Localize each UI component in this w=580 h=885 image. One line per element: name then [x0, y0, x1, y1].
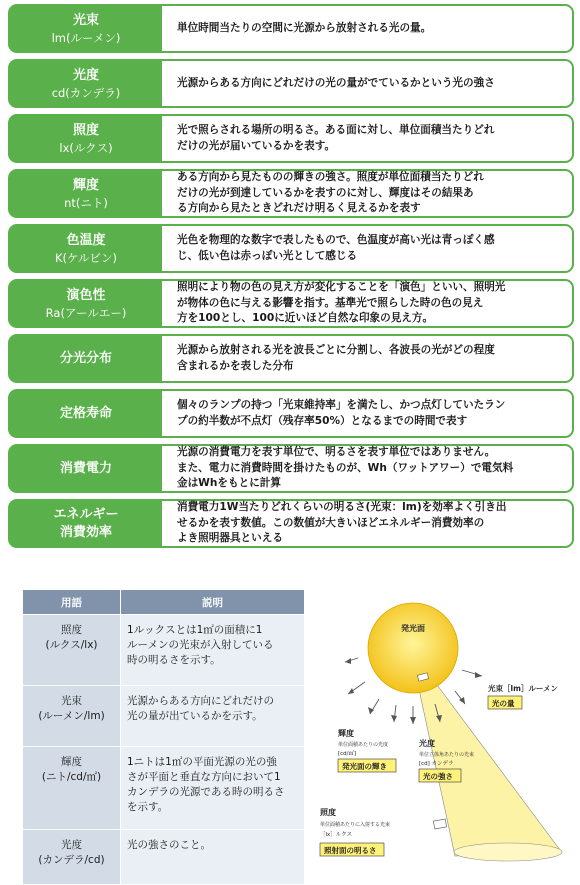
- term-row-power-consumption: [8, 444, 574, 493]
- description-line: 光で照らされる場所の明るさ。ある面に対し、単位面積当たりどれ: [177, 124, 495, 136]
- term-unit: nt(ニト): [64, 195, 108, 210]
- intensity-unit: [cd] カンデラ: [419, 761, 454, 767]
- term-name: 光度: [72, 67, 99, 83]
- description-line: ある方向から見たものの輝きの強さ。照度が単位面積当たりどれ: [177, 171, 484, 184]
- intensity-title: 光度: [419, 739, 435, 748]
- description-line: 光源からある方向にどれだけの光の量がでているかという光の強さ: [177, 76, 495, 89]
- description-line: じ、低い色は赤っぽい光として感じる: [177, 249, 358, 262]
- term-unit: lx(ルクス): [59, 140, 113, 155]
- description-line: 含まれるかを表した分布: [177, 359, 294, 372]
- table-cell-term: [23, 830, 121, 885]
- term-description: [177, 391, 566, 436]
- term-row-rated-life: [8, 389, 574, 438]
- illuminance-sub: 単位面積あたりに入射する光束: [320, 822, 391, 828]
- description-line: 照明により物の色の見え方が変化することを「演色」といい、照明光: [177, 281, 506, 294]
- table-cell-term: [23, 686, 121, 747]
- term-name: 分光分布: [59, 350, 112, 366]
- term-text: 照度: [61, 624, 82, 636]
- term-label: [10, 6, 162, 51]
- term-unit: lm(ルーメン): [51, 30, 121, 45]
- term-label: [10, 226, 162, 271]
- table-row: [23, 830, 305, 885]
- term-list: [8, 4, 574, 554]
- term-row-luminous-intensity: [8, 59, 574, 108]
- term-description: [177, 171, 566, 216]
- table-cell-description: [121, 615, 305, 686]
- description-line: 光色を物理的な数字で表したもので、色温度が高い光は青っぽく感: [177, 234, 495, 246]
- term-label: [10, 116, 162, 161]
- desc-line: 時の明るさを示す。: [127, 654, 221, 666]
- term-row-luminance: [8, 169, 574, 218]
- term-label: [10, 171, 162, 216]
- term-unit: cd(カンデラ): [51, 85, 121, 100]
- luminance-tag: 発光面の輝き: [342, 762, 387, 771]
- table-row: [23, 615, 305, 686]
- table-cell-description: [121, 830, 305, 885]
- column-header-description: 説明: [121, 590, 305, 615]
- term-unit-text: (カンデラ/cd): [38, 854, 105, 866]
- term-unit: Ra(アールエー): [45, 305, 127, 320]
- term-row-luminous-flux: [8, 4, 574, 53]
- intensity-tag: 光の強さ: [423, 772, 453, 781]
- term-description: [177, 281, 566, 326]
- desc-line: さが平面と垂直な方向において1: [127, 771, 281, 783]
- term-label: [10, 446, 162, 491]
- table-row: [23, 747, 305, 830]
- term-label: [10, 391, 162, 436]
- term-name: 輝度: [72, 177, 99, 193]
- desc-line: を示す。: [127, 801, 169, 813]
- table-header-row: [23, 590, 305, 615]
- term-unit-text: (ルーメン/lm): [38, 710, 105, 722]
- description-line: せるかを表す数値。この数値が大きいほどエネルギー消費効率の: [177, 516, 485, 529]
- glossary-table: [22, 589, 305, 885]
- table-cell-term: [23, 747, 121, 830]
- term-name: 定格寿命: [59, 405, 112, 421]
- term-description: [177, 6, 566, 51]
- desc-line: 1ニトは1㎡の平面光源の光の強: [127, 756, 277, 768]
- illuminance-tag: 照射面の明るさ: [324, 846, 377, 855]
- table-cell-description: [121, 686, 305, 747]
- term-description: [177, 501, 566, 546]
- illuminance-title: 照度: [320, 808, 336, 817]
- source-label: 発光面: [401, 624, 425, 633]
- column-header-term: 用語: [23, 590, 121, 615]
- description-line: が物体の色に与える影響を指す。基準光で照らした時の色の見え: [177, 296, 484, 309]
- term-description: [177, 226, 566, 271]
- description-line: 光源の消費電力を表す単位で、明るさを表す単位ではありません。: [177, 446, 496, 459]
- description-line: 消費電力1W当たりどれくらいの明るさ(光束：lm)を効率よく引き出: [177, 501, 507, 514]
- term-label: [10, 336, 162, 381]
- term-description: [177, 116, 566, 161]
- term-text: 輝度: [61, 756, 82, 768]
- description-line: だけの光が届いているかを表す。: [177, 139, 336, 152]
- desc-line: 1ルックスとは1㎡の面積に1: [127, 624, 263, 636]
- description-line: 金はWhをもとに計算: [177, 477, 281, 490]
- luminance-sub: 単位面積あたりの光度: [338, 742, 389, 748]
- term-name: 光束: [72, 12, 99, 28]
- photometry-diagram: [310, 594, 578, 876]
- term-label: [10, 501, 162, 546]
- term-row-illuminance: [8, 114, 574, 163]
- term-unit-text: (ルクス/lx): [45, 639, 98, 651]
- term-unit-text: (ニト/cd/㎡): [41, 771, 102, 783]
- description-line: だけの光が到達しているかを表すのに対し、輝度はその結果あ: [177, 186, 474, 199]
- term-label: [10, 281, 162, 326]
- illuminated-patch: [433, 819, 446, 829]
- desc-line: 光の強さのこと。: [127, 839, 211, 851]
- illuminance-unit: ［lx］ルクス: [320, 832, 353, 838]
- desc-line: 光源からある方向にどれだけの: [127, 695, 274, 707]
- luminance-unit: [cd/㎡]: [338, 751, 357, 757]
- luminance-title: 輝度: [338, 729, 354, 738]
- description-line: 個々のランプの持つ「光束維持率」を満たし、かつ点灯していたラン: [177, 399, 506, 411]
- term-row-spectral-distribution: [8, 334, 574, 383]
- desc-line: ルーメンの光束が入射している: [127, 639, 274, 651]
- light-source: [368, 603, 458, 693]
- intensity-sub: 単位立体角あたりの光束: [419, 752, 475, 758]
- description-line: また、電力に消費時間を掛けたものが、Wh（ワットアワー）で電気料: [177, 461, 514, 474]
- table-cell-term: [23, 615, 121, 686]
- table-row: [23, 686, 305, 747]
- term-name: 照度: [72, 122, 99, 138]
- term-row-color-rendering: [8, 279, 574, 328]
- table-cell-description: [121, 747, 305, 830]
- term-description: [177, 61, 566, 106]
- term-text: 光度: [61, 839, 82, 851]
- description-line: よき照明器具といえる: [177, 532, 283, 545]
- term-description: [177, 446, 566, 491]
- description-line: 光源から放射される光を波長ごとに分割し、各波長の光がどの程度: [177, 344, 495, 356]
- description-line: 単位時間当たりの空間に光源から放射される光の量。: [177, 21, 432, 34]
- term-label: [10, 61, 162, 106]
- term-description: [177, 336, 566, 381]
- term-name-line2: 消費効率: [59, 524, 112, 540]
- term-unit: K(ケルビン): [55, 250, 117, 265]
- term-name: エネルギー: [53, 506, 119, 522]
- term-text: 光束: [61, 695, 82, 707]
- description-line: プの約半数が不点灯（残存率50%）となるまでの時間で表す: [177, 414, 468, 427]
- flux-tag: 光の量: [492, 699, 515, 708]
- flux-label: 光束［lm］ルーメン: [488, 684, 559, 693]
- term-name: 色温度: [66, 232, 106, 248]
- desc-line: カンデラの光源である時の明るさ: [127, 786, 285, 798]
- target-area: [454, 843, 562, 861]
- desc-line: 光の量が出ているかを示す。: [127, 710, 263, 722]
- term-name: 消費電力: [59, 460, 112, 476]
- description-line: る方向から見たときどれだけ明るく見えるかを表す: [177, 202, 421, 215]
- description-line: 方を100とし、100に近いほど自然な印象の見え方。: [177, 312, 434, 325]
- term-row-energy-efficiency: [8, 499, 574, 548]
- term-name: 演色性: [66, 287, 106, 303]
- term-row-color-temperature: [8, 224, 574, 273]
